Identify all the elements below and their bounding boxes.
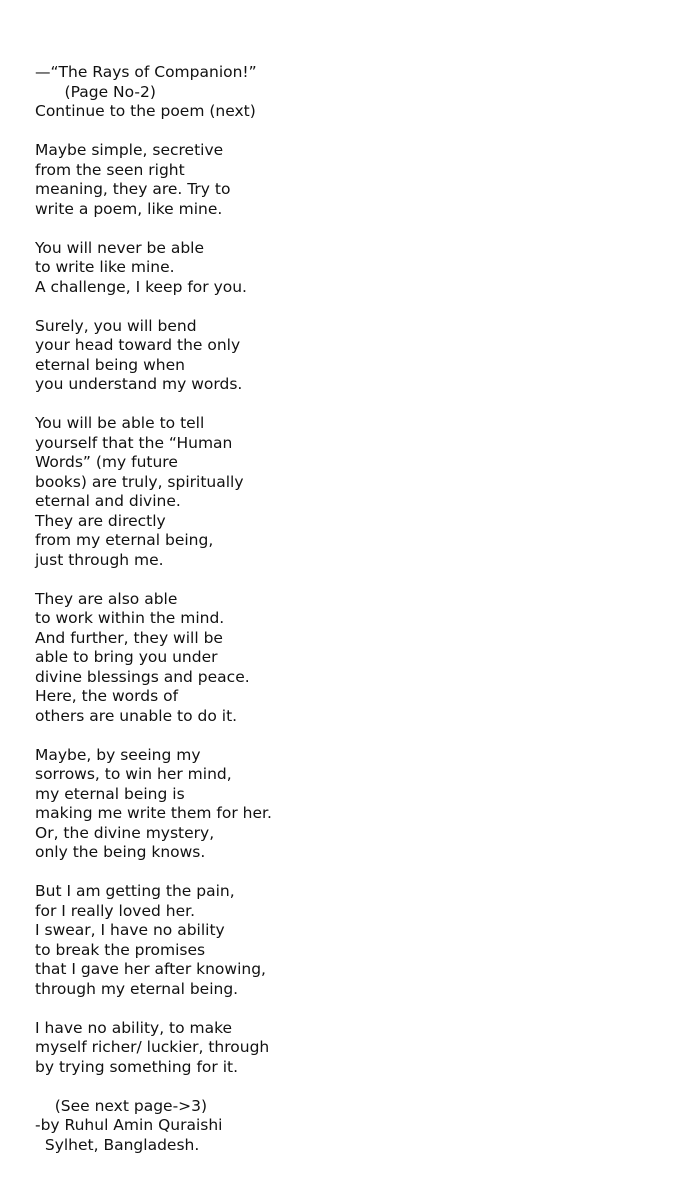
author-line: -by Ruhul Amin Quraishi [35, 1116, 223, 1134]
poem-line: from the seen right [35, 160, 185, 179]
location-line: Sylhet, Bangladesh. [35, 1135, 200, 1154]
poem-line: by trying something for it. [35, 1057, 238, 1076]
poem-line: meaning, they are. Try to [35, 180, 231, 198]
stanza [35, 882, 655, 999]
poem-line: myself richer/ luckier, through [35, 1038, 270, 1056]
poem-title: —“The Rays of Companion!” [35, 63, 257, 81]
poem-line: Surely, you will bend [35, 316, 197, 335]
poem-line: Maybe simple, secretive [35, 141, 224, 159]
stanza [35, 590, 655, 727]
poem-header [35, 63, 655, 122]
stanza [35, 1019, 655, 1078]
poem-line: divine blessings and peace. [35, 667, 250, 686]
poem-line: Words” (my future [35, 453, 178, 471]
poem-line: Here, the words of [35, 687, 179, 705]
poem-line: write a poem, like mine. [35, 199, 223, 218]
poem-line: yourself that the “Human [35, 433, 233, 452]
poem-line: A challenge, I keep for you. [35, 277, 247, 296]
poem-line: others are unable to do it. [35, 706, 238, 725]
stanza [35, 414, 655, 570]
poem-line: eternal and divine. [35, 492, 181, 510]
poem-line: only the being knows. [35, 843, 206, 861]
poem-line: But I am getting the pain, [35, 882, 235, 900]
poem-line: that I gave her after knowing, [35, 960, 266, 978]
poem-line: sorrows, to win her mind, [35, 765, 232, 783]
stanza [35, 317, 655, 395]
poem-line: just through me. [35, 550, 164, 569]
poem-line: you understand my words. [35, 375, 243, 393]
poem-line: They are also able [35, 589, 178, 608]
poem-line: You will be able to tell [35, 414, 205, 432]
poem-line: eternal being when [35, 355, 185, 374]
poem-line: I have no ability, to make [35, 1018, 233, 1037]
poem-footer [35, 1097, 655, 1156]
stanza [35, 141, 655, 219]
poem-line: to work within the mind. [35, 609, 225, 627]
next-page-note: (See next page->3) [35, 1096, 208, 1115]
poem-line: They are directly [35, 511, 166, 530]
poem-line: able to bring you under [35, 648, 218, 666]
poem-line: through my eternal being. [35, 979, 239, 998]
poem-line: I swear, I have no ability [35, 921, 225, 939]
poem-page [35, 63, 655, 1155]
continue-note: Continue to the poem (next) [35, 102, 256, 120]
poem-line: Maybe, by seeing my [35, 745, 201, 764]
stanza [35, 746, 655, 863]
poem-line: to write like mine. [35, 258, 175, 276]
poem-line: from my eternal being, [35, 531, 214, 549]
poem-line: making me write them for her. [35, 804, 272, 822]
poem-line: You will never be able [35, 238, 205, 257]
page-number: (Page No-2) [35, 82, 156, 101]
poem-line: to break the promises [35, 940, 206, 959]
poem-line: books) are truly, spiritually [35, 472, 244, 491]
poem-line: And further, they will be [35, 628, 223, 647]
poem-line: my eternal being is [35, 784, 185, 803]
poem-line: Or, the divine mystery, [35, 823, 215, 842]
poem-body [35, 141, 655, 1077]
stanza [35, 239, 655, 298]
poem-line: for I really loved her. [35, 901, 196, 920]
poem-line: your head toward the only [35, 336, 241, 354]
